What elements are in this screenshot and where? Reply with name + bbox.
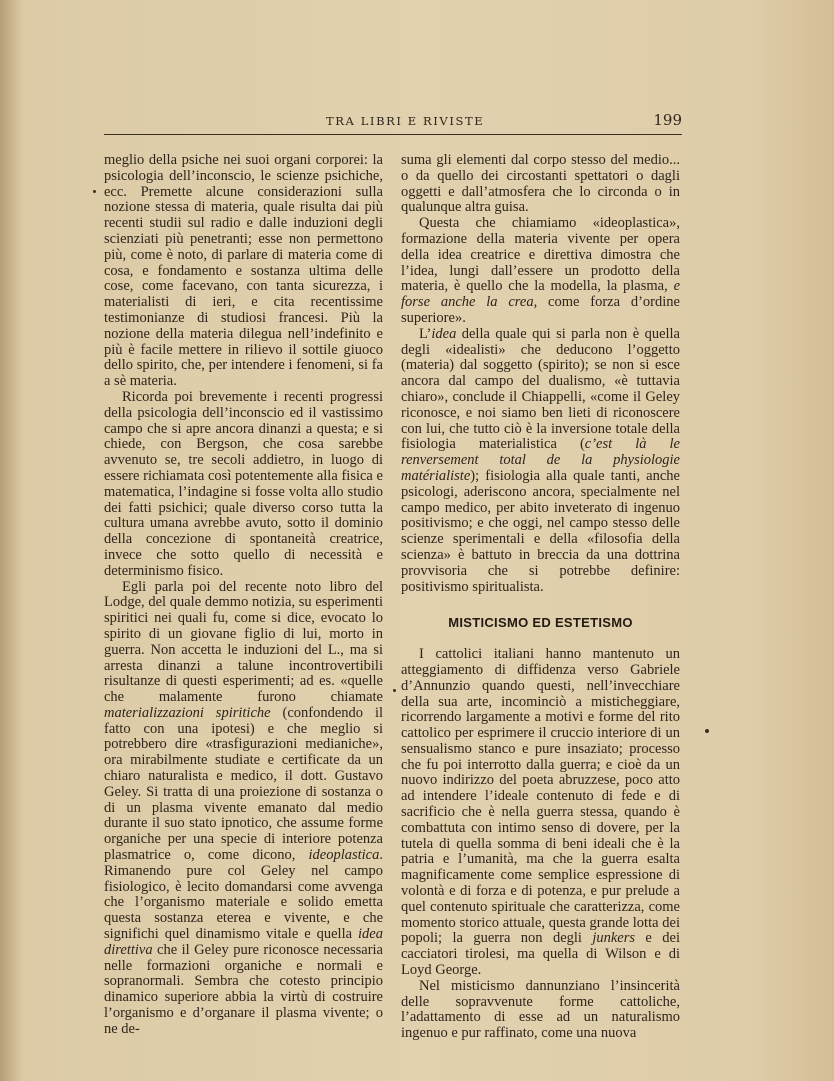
paragraph: Nel misticismo dannunziano l’insincerità delle sopravvenute forme cattoliche, l’adattamento di esse ad un naturalismo ingenuo e pur raffinato, come una nuova	[401, 977, 680, 1042]
page-gutter-shadow	[0, 0, 22, 1081]
paragraph	[104, 580, 383, 1038]
text-run: e dei cacciatori tirolesi, ma quella di Wilson e di Loyd George.	[401, 930, 680, 979]
ink-speck	[705, 729, 709, 733]
italic-text: junkers	[592, 930, 636, 947]
ink-speck	[393, 689, 396, 692]
section-heading: MISTICISMO ED ESTETISMO	[448, 615, 633, 631]
text-run: Egli parla poi del recente noto libro del Lodge, del quale demmo notizia, su esperimenti spiritici nei quali fu, come si dice, evocato lo spirito di un giovane figlio di lui, morto in guerra. Non accetta le induzioni del L., ma si arresta dinanzi a talune incontrovertibili risultanze di questi esperimenti; ad es. «quelle che malamente furono chiamate	[104, 578, 383, 706]
paragraph	[401, 216, 680, 327]
text-run: Questa che chiamiamo «ideoplastica», formazione della materia vivente per opera della idea creatrice e direttiva dimostra che l’idea, lungi dall’essere un prodotto della materia, è quello che la modella, la plasma,	[401, 215, 680, 295]
paragraph: meglio della psiche nei suoi organi corporei: la psicologia dell’inconscio, le scienze psichiche, ecc. Premette alcune considerazioni sulla nozione stessa di materia, quale risulta dai più recenti studii sul radio e dalle induzioni degli scienziati più penetranti; esse non permettono più, come è noto, di parlare di materia come di cosa, e fondamento e sostanza ultima delle cose, come facevano, con tanta sicurezza, i materialisti di ieri, e cita recentissime testimonianze di studiosi francesi. Più la nozione della materia dilegua nell’indefinito e più è facile mettere in rilievo il sottile giuoco dello spirito, che, per intendere i fenomeni, si fa a sè materia.	[104, 152, 383, 390]
italic-text: e forse anche la crea	[401, 278, 680, 311]
paragraph: Ricorda poi brevemente i recenti progressi della psicologia dell’inconscio ed il vastissimo campo che si apre ancora dinanzi a questa; e si chiede, con Bergson, che cosa sarebbe avvenuto se, tre secoli addietro, in luogo di essere richiamata così potentemente alla fisica e matematica, l’indagine si fosse volta allo studio dei fatti psichici; quale diverso corso tutta la cultura umana avrebbe avuto, sotto il dominio della concezione di spontaneità creatrice, invece che sotto quello di necessità e determinismo fisico.	[104, 388, 383, 579]
ink-speck	[93, 190, 96, 193]
italic-text: idea	[431, 325, 457, 342]
paragraph	[401, 647, 680, 979]
paragraph: suma gli elementi dal corpo stesso del medio... o da quello dei circostanti spettatori o dagli oggetti e dall’atmosfera che lo circonda o in qualunque altra guisa.	[401, 152, 680, 216]
text-run: della quale qui si parla non è quella degli «idealisti» che deducono l’oggetto (materia) dal soggetto (spirito); se non si esce ancora dal campo del dualismo, «è tuttavia chiaro», conclude il Chiappelli, «come il Geley riconosce, e noi siamo ben lieti di riconoscere con lui, che tutto ciò è la inversione totale della fisiologia materialistica (	[401, 325, 680, 453]
italic-text: ideoplastica	[308, 847, 380, 864]
right-column	[401, 153, 680, 1042]
page-header	[104, 110, 682, 135]
italic-text: idea direttiva	[104, 926, 383, 958]
text-run: ); fisiologia alla quale tanti, anche psicologi, aderiscono ancora, specialmente nel campo medico, per abito inveterato di ingenuo positivismo; e che oggi, nel campo stesso delle scienze sperimentali e della «filosofia della scienza» è battuto in breccia da una dottrina provvisoria che si potrebbe definire: positivismo spiritualista.	[401, 467, 680, 595]
text-run: che il Geley pure riconosce necessaria nelle formazioni organiche e normali e sopranormali. Sembra che cotesto principio dinamico superiore abbia la virtù di costruire l’organismo e d’organare il plasma vivente; o ne de-	[104, 941, 383, 1037]
text-run: . Rimanendo pure col Geley nel campo fisiologico, è lecito domandarsi come avvenga che l’organismo materiale e solido emetta questa sostanza eterea e vivente, e che significhi quel dinamismo vitale e quella	[104, 847, 383, 943]
italic-text: materializzazioni spiritiche	[104, 704, 271, 721]
paragraph	[401, 327, 680, 596]
text-run: (confondendo il fatto con una ipotesi) e che meglio si potrebbero dire «trasfigurazioni medianiche», ora mirabilmente studiate e certificate da un chiaro naturalista e medico, il dott. Gustavo Geley. Si tratta di una proiezione di sostanza o di un plasma vivente emanato dal medio durante il suo stato ipnotico, che assume forme organiche per una specie di interiore potenza plasmatrice o, come dicono,	[104, 704, 384, 864]
running-head: TRA LIBRI E RIVISTE	[326, 114, 485, 128]
italic-text: c’est là le renversement total de la physiologie matérialiste	[401, 436, 680, 484]
text-run: L’	[419, 325, 432, 342]
text-run: , come forza d’ordine superiore».	[401, 294, 680, 326]
text-run: I cattolici italiani hanno mantenuto un atteggiamento di diffidenza verso Gabriele d’Annunzio quando questi, nell’invecchiare della sua arte, incominciò a misticheggiare, ricorrendo largamente a motivi e forme del rito cattolico per esprimere il cruccio interiore di un sensualismo stanco e pure insaziato; processo che fu poi interrotto dalla guerra; e cioè da un nuovo indirizzo del poeta abruzzese, poco atto ad intendere l’ideale contenuto di fede e di sacrificio che è nella guerra stessa, quando è combattuta con intimo senso di dovere, per la tutela di quella somma di beni ideali che è la patria e l’umanità, ma che la guerra esalta magnificamente come semplice espressione di volontà e di forza e di potenza, e pur prelude a quel contenuto spirituale che caratterizza, come momento storico attuale, questa grande lotta dei popoli; la guerra non degli	[401, 646, 680, 947]
page-number: 199	[653, 111, 682, 129]
left-column	[104, 153, 383, 1038]
